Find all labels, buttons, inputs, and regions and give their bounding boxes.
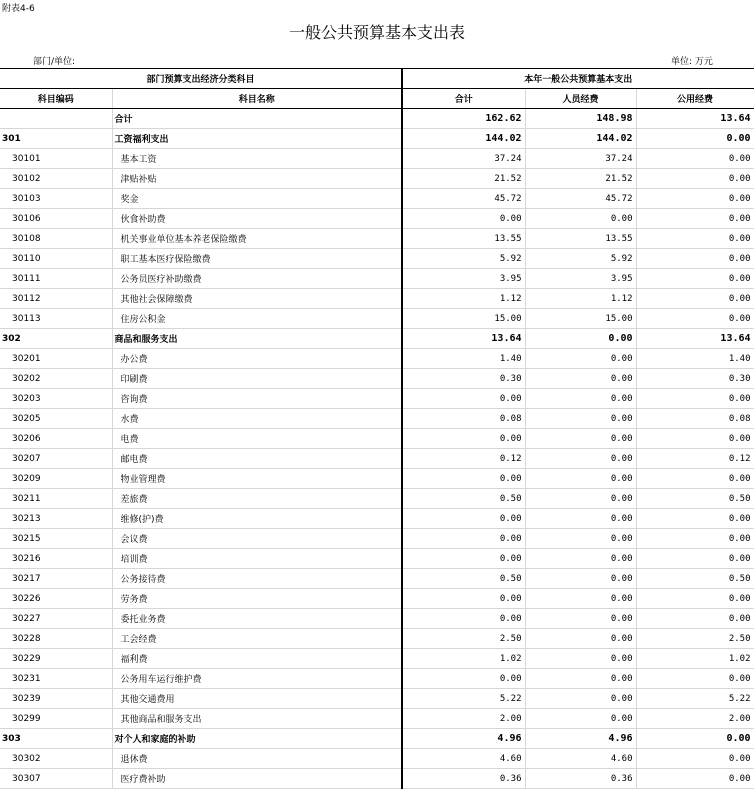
subject-name-cell: 工资福利支出 bbox=[112, 129, 402, 149]
total-cell: 3.95 bbox=[402, 269, 525, 289]
personnel-cell: 0.00 bbox=[525, 549, 636, 569]
total-cell: 0.00 bbox=[402, 509, 525, 529]
subject-name-cell: 退休费 bbox=[112, 749, 402, 769]
personnel-cell: 15.00 bbox=[525, 309, 636, 329]
total-cell: 0.00 bbox=[402, 469, 525, 489]
header-personnel: 人员经费 bbox=[525, 89, 636, 109]
subject-code-cell: 303 bbox=[0, 729, 112, 749]
personnel-cell: 13.55 bbox=[525, 229, 636, 249]
personnel-cell: 0.00 bbox=[525, 389, 636, 409]
total-cell: 0.00 bbox=[402, 429, 525, 449]
table-row bbox=[0, 349, 754, 369]
personnel-cell: 0.00 bbox=[525, 349, 636, 369]
personnel-cell: 0.00 bbox=[525, 209, 636, 229]
public-cell: 0.00 bbox=[636, 769, 754, 789]
total-cell: 1.40 bbox=[402, 349, 525, 369]
subject-name-cell: 奖金 bbox=[112, 189, 402, 209]
table-row bbox=[0, 769, 754, 789]
table-row bbox=[0, 609, 754, 629]
total-cell: 5.22 bbox=[402, 689, 525, 709]
table-row bbox=[0, 509, 754, 529]
subject-name-cell: 对个人和家庭的补助 bbox=[112, 729, 402, 749]
subject-name-cell: 商品和服务支出 bbox=[112, 329, 402, 349]
total-cell: 0.50 bbox=[402, 489, 525, 509]
personnel-cell: 0.00 bbox=[525, 569, 636, 589]
subject-name-cell: 其他商品和服务支出 bbox=[112, 709, 402, 729]
public-cell: 0.00 bbox=[636, 729, 754, 749]
public-cell: 0.00 bbox=[636, 229, 754, 249]
personnel-cell: 3.95 bbox=[525, 269, 636, 289]
table-row bbox=[0, 569, 754, 589]
personnel-cell: 0.00 bbox=[525, 489, 636, 509]
personnel-cell: 0.00 bbox=[525, 609, 636, 629]
table-row bbox=[0, 329, 754, 349]
table-row bbox=[0, 429, 754, 449]
subject-name-cell: 医疗费补助 bbox=[112, 769, 402, 789]
total-cell: 144.02 bbox=[402, 129, 525, 149]
group-header-basic-expenditure: 本年一般公共预算基本支出 bbox=[402, 69, 754, 89]
subject-code-cell: 30201 bbox=[0, 349, 112, 369]
public-cell: 2.00 bbox=[636, 709, 754, 729]
personnel-cell: 37.24 bbox=[525, 149, 636, 169]
subject-name-cell: 其他交通费用 bbox=[112, 689, 402, 709]
total-cell: 4.60 bbox=[402, 749, 525, 769]
personnel-cell: 0.00 bbox=[525, 509, 636, 529]
table-row bbox=[0, 189, 754, 209]
public-cell: 0.00 bbox=[636, 389, 754, 409]
personnel-cell: 0.00 bbox=[525, 469, 636, 489]
table-row bbox=[0, 469, 754, 489]
total-cell: 4.96 bbox=[402, 729, 525, 749]
subject-name-cell: 劳务费 bbox=[112, 589, 402, 609]
annex-label: 附表4-6 bbox=[2, 4, 35, 14]
group-header-economic-class: 部门预算支出经济分类科目 bbox=[0, 69, 402, 89]
table-row bbox=[0, 389, 754, 409]
table-row bbox=[0, 249, 754, 269]
table-row bbox=[0, 689, 754, 709]
subject-name-cell: 培训费 bbox=[112, 549, 402, 569]
subject-name-cell: 会议费 bbox=[112, 529, 402, 549]
subject-code-cell: 30202 bbox=[0, 369, 112, 389]
subject-name-cell: 维修(护)费 bbox=[112, 509, 402, 529]
subject-name-cell: 印刷费 bbox=[112, 369, 402, 389]
public-cell: 0.00 bbox=[636, 309, 754, 329]
table-row bbox=[0, 369, 754, 389]
total-cell: 15.00 bbox=[402, 309, 525, 329]
subject-code-cell: 30101 bbox=[0, 149, 112, 169]
public-cell: 0.00 bbox=[636, 589, 754, 609]
total-cell: 0.00 bbox=[402, 589, 525, 609]
table-row bbox=[0, 209, 754, 229]
group-header-row bbox=[0, 69, 754, 89]
subject-code-cell bbox=[0, 109, 112, 129]
public-cell: 0.00 bbox=[636, 249, 754, 269]
total-cell: 162.62 bbox=[402, 109, 525, 129]
subject-code-cell: 30211 bbox=[0, 489, 112, 509]
public-cell: 0.00 bbox=[636, 129, 754, 149]
public-cell: 0.00 bbox=[636, 669, 754, 689]
total-cell: 2.00 bbox=[402, 709, 525, 729]
public-cell: 0.00 bbox=[636, 749, 754, 769]
subject-code-cell: 30307 bbox=[0, 769, 112, 789]
table-row bbox=[0, 629, 754, 649]
total-cell: 0.00 bbox=[402, 609, 525, 629]
subject-name-cell: 差旅费 bbox=[112, 489, 402, 509]
personnel-cell: 0.00 bbox=[525, 669, 636, 689]
subject-name-cell: 福利费 bbox=[112, 649, 402, 669]
subject-code-cell: 30102 bbox=[0, 169, 112, 189]
total-cell: 13.64 bbox=[402, 329, 525, 349]
table-row bbox=[0, 749, 754, 769]
table-row bbox=[0, 549, 754, 569]
table-row bbox=[0, 449, 754, 469]
public-cell: 13.64 bbox=[636, 329, 754, 349]
subject-code-cell: 30229 bbox=[0, 649, 112, 669]
personnel-cell: 0.00 bbox=[525, 709, 636, 729]
personnel-cell: 0.00 bbox=[525, 449, 636, 469]
header-total: 合计 bbox=[402, 89, 525, 109]
subject-code-cell: 30103 bbox=[0, 189, 112, 209]
header-subject-code: 科目编码 bbox=[0, 89, 112, 109]
table-row bbox=[0, 269, 754, 289]
public-cell: 1.40 bbox=[636, 349, 754, 369]
table-row bbox=[0, 409, 754, 429]
column-header-row bbox=[0, 89, 754, 109]
total-cell: 21.52 bbox=[402, 169, 525, 189]
total-cell: 0.50 bbox=[402, 569, 525, 589]
public-cell: 0.00 bbox=[636, 189, 754, 209]
subject-code-cell: 30207 bbox=[0, 449, 112, 469]
total-cell: 45.72 bbox=[402, 189, 525, 209]
subject-code-cell: 30299 bbox=[0, 709, 112, 729]
header-public: 公用经费 bbox=[636, 89, 754, 109]
subject-code-cell: 30108 bbox=[0, 229, 112, 249]
table-row bbox=[0, 529, 754, 549]
subject-name-cell: 公务接待费 bbox=[112, 569, 402, 589]
subject-name-cell: 办公费 bbox=[112, 349, 402, 369]
public-cell: 13.64 bbox=[636, 109, 754, 129]
subject-name-cell: 职工基本医疗保险缴费 bbox=[112, 249, 402, 269]
subject-code-cell: 30226 bbox=[0, 589, 112, 609]
table-row bbox=[0, 129, 754, 149]
subject-code-cell: 30111 bbox=[0, 269, 112, 289]
total-cell: 0.00 bbox=[402, 389, 525, 409]
personnel-cell: 148.98 bbox=[525, 109, 636, 129]
personnel-cell: 0.00 bbox=[525, 589, 636, 609]
public-cell: 0.50 bbox=[636, 569, 754, 589]
subject-code-cell: 30113 bbox=[0, 309, 112, 329]
total-cell: 0.12 bbox=[402, 449, 525, 469]
subject-name-cell: 住房公积金 bbox=[112, 309, 402, 329]
subject-name-cell: 咨询费 bbox=[112, 389, 402, 409]
subject-code-cell: 30206 bbox=[0, 429, 112, 449]
total-cell: 0.00 bbox=[402, 669, 525, 689]
public-cell: 0.00 bbox=[636, 169, 754, 189]
public-cell: 0.12 bbox=[636, 449, 754, 469]
table-row bbox=[0, 729, 754, 749]
personnel-cell: 0.00 bbox=[525, 689, 636, 709]
subject-code-cell: 30213 bbox=[0, 509, 112, 529]
personnel-cell: 0.00 bbox=[525, 429, 636, 449]
public-cell: 2.50 bbox=[636, 629, 754, 649]
public-cell: 0.30 bbox=[636, 369, 754, 389]
total-cell: 5.92 bbox=[402, 249, 525, 269]
subject-code-cell: 30209 bbox=[0, 469, 112, 489]
total-cell: 0.36 bbox=[402, 769, 525, 789]
subject-code-cell: 301 bbox=[0, 129, 112, 149]
subject-code-cell: 30110 bbox=[0, 249, 112, 269]
subject-code-cell: 30203 bbox=[0, 389, 112, 409]
subject-name-cell: 公务员医疗补助缴费 bbox=[112, 269, 402, 289]
total-cell: 0.08 bbox=[402, 409, 525, 429]
total-cell: 0.30 bbox=[402, 369, 525, 389]
total-cell: 0.00 bbox=[402, 529, 525, 549]
subject-name-cell: 物业管理费 bbox=[112, 469, 402, 489]
public-cell: 0.00 bbox=[636, 469, 754, 489]
total-cell: 1.12 bbox=[402, 289, 525, 309]
budget-table bbox=[0, 68, 754, 789]
subject-name-cell: 基本工资 bbox=[112, 149, 402, 169]
public-cell: 1.02 bbox=[636, 649, 754, 669]
subject-code-cell: 30228 bbox=[0, 629, 112, 649]
subject-code-cell: 30216 bbox=[0, 549, 112, 569]
subject-name-cell: 机关事业单位基本养老保险缴费 bbox=[112, 229, 402, 249]
public-cell: 0.50 bbox=[636, 489, 754, 509]
total-cell: 2.50 bbox=[402, 629, 525, 649]
public-cell: 0.00 bbox=[636, 609, 754, 629]
subject-code-cell: 30231 bbox=[0, 669, 112, 689]
subject-code-cell: 30239 bbox=[0, 689, 112, 709]
public-cell: 5.22 bbox=[636, 689, 754, 709]
subject-name-cell: 工会经费 bbox=[112, 629, 402, 649]
public-cell: 0.00 bbox=[636, 509, 754, 529]
subject-name-cell: 其他社会保障缴费 bbox=[112, 289, 402, 309]
subject-code-cell: 30106 bbox=[0, 209, 112, 229]
public-cell: 0.00 bbox=[636, 429, 754, 449]
total-cell: 13.55 bbox=[402, 229, 525, 249]
subject-code-cell: 302 bbox=[0, 329, 112, 349]
subject-name-cell: 电费 bbox=[112, 429, 402, 449]
subject-name-cell: 委托业务费 bbox=[112, 609, 402, 629]
subject-code-cell: 30227 bbox=[0, 609, 112, 629]
subject-code-cell: 30112 bbox=[0, 289, 112, 309]
table-row bbox=[0, 309, 754, 329]
public-cell: 0.00 bbox=[636, 149, 754, 169]
subject-code-cell: 30205 bbox=[0, 409, 112, 429]
personnel-cell: 0.00 bbox=[525, 369, 636, 389]
header-subject-name: 科目名称 bbox=[112, 89, 402, 109]
subject-name-cell: 伙食补助费 bbox=[112, 209, 402, 229]
subject-name-cell: 公务用车运行维护费 bbox=[112, 669, 402, 689]
public-cell: 0.00 bbox=[636, 549, 754, 569]
table-row bbox=[0, 289, 754, 309]
personnel-cell: 4.60 bbox=[525, 749, 636, 769]
subject-name-cell: 津贴补贴 bbox=[112, 169, 402, 189]
table-row bbox=[0, 589, 754, 609]
subject-code-cell: 30215 bbox=[0, 529, 112, 549]
personnel-cell: 144.02 bbox=[525, 129, 636, 149]
unit-label: 单位: 万元 bbox=[671, 57, 713, 67]
total-cell: 37.24 bbox=[402, 149, 525, 169]
total-cell: 0.00 bbox=[402, 209, 525, 229]
table-row bbox=[0, 649, 754, 669]
personnel-cell: 45.72 bbox=[525, 189, 636, 209]
page-title: 一般公共预算基本支出表 bbox=[288, 23, 465, 42]
table-row bbox=[0, 669, 754, 689]
department-label: 部门/单位: bbox=[33, 57, 76, 67]
subject-code-cell: 30217 bbox=[0, 569, 112, 589]
personnel-cell: 0.36 bbox=[525, 769, 636, 789]
table-row bbox=[0, 229, 754, 249]
subject-name-cell: 邮电费 bbox=[112, 449, 402, 469]
table-row bbox=[0, 489, 754, 509]
personnel-cell: 0.00 bbox=[525, 329, 636, 349]
subject-name-cell: 合计 bbox=[112, 109, 402, 129]
public-cell: 0.08 bbox=[636, 409, 754, 429]
personnel-cell: 0.00 bbox=[525, 649, 636, 669]
personnel-cell: 5.92 bbox=[525, 249, 636, 269]
total-cell: 0.00 bbox=[402, 549, 525, 569]
personnel-cell: 0.00 bbox=[525, 529, 636, 549]
personnel-cell: 0.00 bbox=[525, 629, 636, 649]
personnel-cell: 0.00 bbox=[525, 409, 636, 429]
personnel-cell: 21.52 bbox=[525, 169, 636, 189]
table-row bbox=[0, 149, 754, 169]
subject-code-cell: 30302 bbox=[0, 749, 112, 769]
personnel-cell: 1.12 bbox=[525, 289, 636, 309]
table-row bbox=[0, 109, 754, 129]
public-cell: 0.00 bbox=[636, 289, 754, 309]
public-cell: 0.00 bbox=[636, 269, 754, 289]
public-cell: 0.00 bbox=[636, 209, 754, 229]
total-cell: 1.02 bbox=[402, 649, 525, 669]
table-row bbox=[0, 169, 754, 189]
public-cell: 0.00 bbox=[636, 529, 754, 549]
table-row bbox=[0, 709, 754, 729]
subject-name-cell: 水费 bbox=[112, 409, 402, 429]
personnel-cell: 4.96 bbox=[525, 729, 636, 749]
